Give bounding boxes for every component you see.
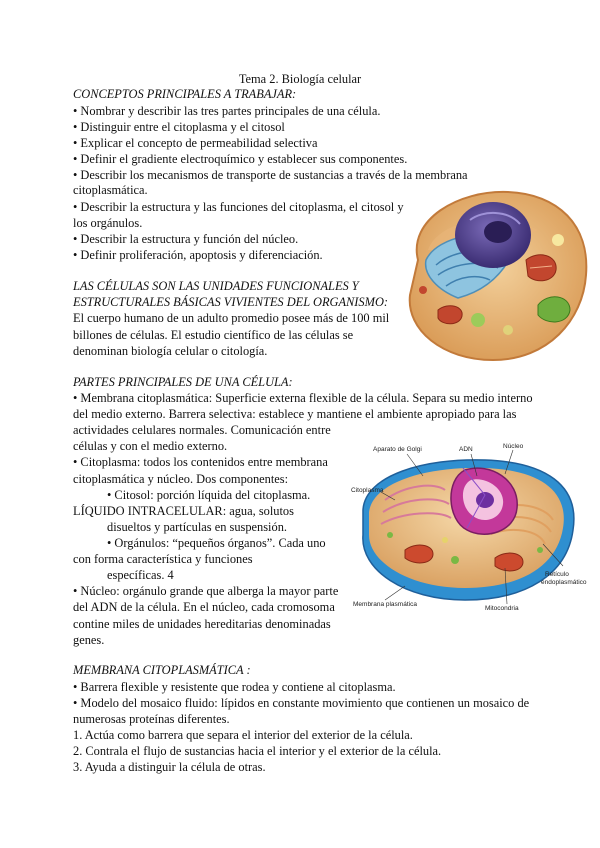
text-line: • Definir el gradiente electroquímico y establecer sus componentes.	[73, 152, 408, 166]
label-membrana: Membrana plasmática	[353, 601, 417, 608]
text-line: • Distinguir entre el citoplasma y el citosol	[73, 120, 285, 134]
text-line: • Membrana citoplasmática: Superficie externa flexible de la célula. Separa su medio interno	[73, 391, 533, 405]
text-line: específicas. 4	[107, 568, 174, 582]
text-line: • Orgánulos: “pequeños órganos”. Cada uno	[107, 536, 326, 550]
cell-illustration	[398, 180, 593, 365]
label-reticulo-2: endoplasmático	[541, 579, 587, 586]
text-line: del ADN de la célula. En el núcleo, cada cromosoma	[73, 600, 335, 614]
text-line: • Citoplasma: todos los contenidos entre membrana	[73, 455, 328, 469]
cell-diagram	[345, 440, 595, 615]
label-reticulo-1: Retículo	[545, 571, 569, 578]
text-line: 1. Actúa como barrera que separa el interior del exterior de la célula.	[73, 728, 413, 742]
text-line: actividades celulares normales. Comunicación entre	[73, 423, 331, 437]
text-line: • Barrera flexible y resistente que rodea y contiene al citoplasma.	[73, 680, 396, 694]
document-title: Tema 2. Biología celular	[238, 72, 362, 86]
text-line: • Describir la estructura y función del núcleo.	[73, 232, 299, 246]
section-heading-conceptos: CONCEPTOS PRINCIPALES A TRABAJAR:	[73, 87, 297, 101]
text-line: El cuerpo humano de un adulto promedio posee más de 100 mil	[73, 311, 390, 325]
text-line: contine miles de unidades hereditarias denominadas	[73, 617, 331, 631]
text-line: • Nombrar y describir las tres partes principales de una célula.	[73, 104, 381, 118]
label-nucleo: Núcleo	[503, 443, 524, 450]
text-line: con forma característica y funciones	[73, 552, 253, 566]
section-heading-celulas-2: ESTRUCTURALES BÁSICAS VIVIENTES DEL ORGANISMO:	[73, 295, 389, 309]
text-line: los orgánulos.	[73, 216, 143, 230]
text-line: • Citosol: porción líquida del citoplasma.	[107, 488, 311, 502]
text-line: • Núcleo: orgánulo grande que alberga la mayor parte	[73, 584, 339, 598]
text-line: numerosas proteínas diferentes.	[73, 712, 230, 726]
text-line: disueltos y partículas en suspensión.	[107, 520, 287, 534]
text-line: denominan biología celular o citología.	[73, 344, 268, 358]
text-line: genes.	[73, 633, 105, 647]
text-line: billones de células. El estudio científico de las células se	[73, 328, 354, 342]
label-citoplasma: Citoplasma	[351, 487, 384, 494]
label-adn: ADN	[459, 446, 473, 453]
text-line: células y con el medio externo.	[73, 439, 228, 453]
text-line: • Describir los mecanismos de transporte de sustancias a través de la membrana	[73, 168, 468, 182]
text-line: 2. Contrala el flujo de sustancias hacia el interior y el exterior de la célula.	[73, 744, 442, 758]
section-heading-membrana: MEMBRANA CITOPLASMÁTICA :	[73, 663, 251, 677]
text-line: citoplasmática y núcleo. Dos componentes:	[73, 472, 289, 486]
section-heading-partes: PARTES PRINCIPALES DE UNA CÉLULA:	[73, 375, 293, 389]
text-line: • Modelo del mosaico fluido: lípidos en constante movimiento que contienen un mosaico de	[73, 696, 530, 710]
text-line: del medio externo. Barrera selectiva: establece y mantiene el ambiente apropiado para las	[73, 407, 517, 421]
text-line: • Definir proliferación, apoptosis y diferenciación.	[73, 248, 323, 262]
text-line: • Describir la estructura y las funciones del citoplasma, el citosol y	[73, 200, 404, 214]
text-line: 3. Ayuda a distinguir la célula de otras.	[73, 760, 266, 774]
text-line: citoplasmática.	[73, 183, 148, 197]
text-line: • Explicar el concepto de permeabilidad selectiva	[73, 136, 318, 150]
label-golgi: Aparato de Golgi	[373, 446, 422, 453]
section-heading-celulas-1: LAS CÉLULAS SON LAS UNIDADES FUNCIONALES Y	[73, 279, 359, 293]
label-mitocondria: Mitocondria	[485, 605, 519, 612]
text-line: LÍQUIDO INTRACELULAR: agua, solutos	[73, 504, 294, 518]
